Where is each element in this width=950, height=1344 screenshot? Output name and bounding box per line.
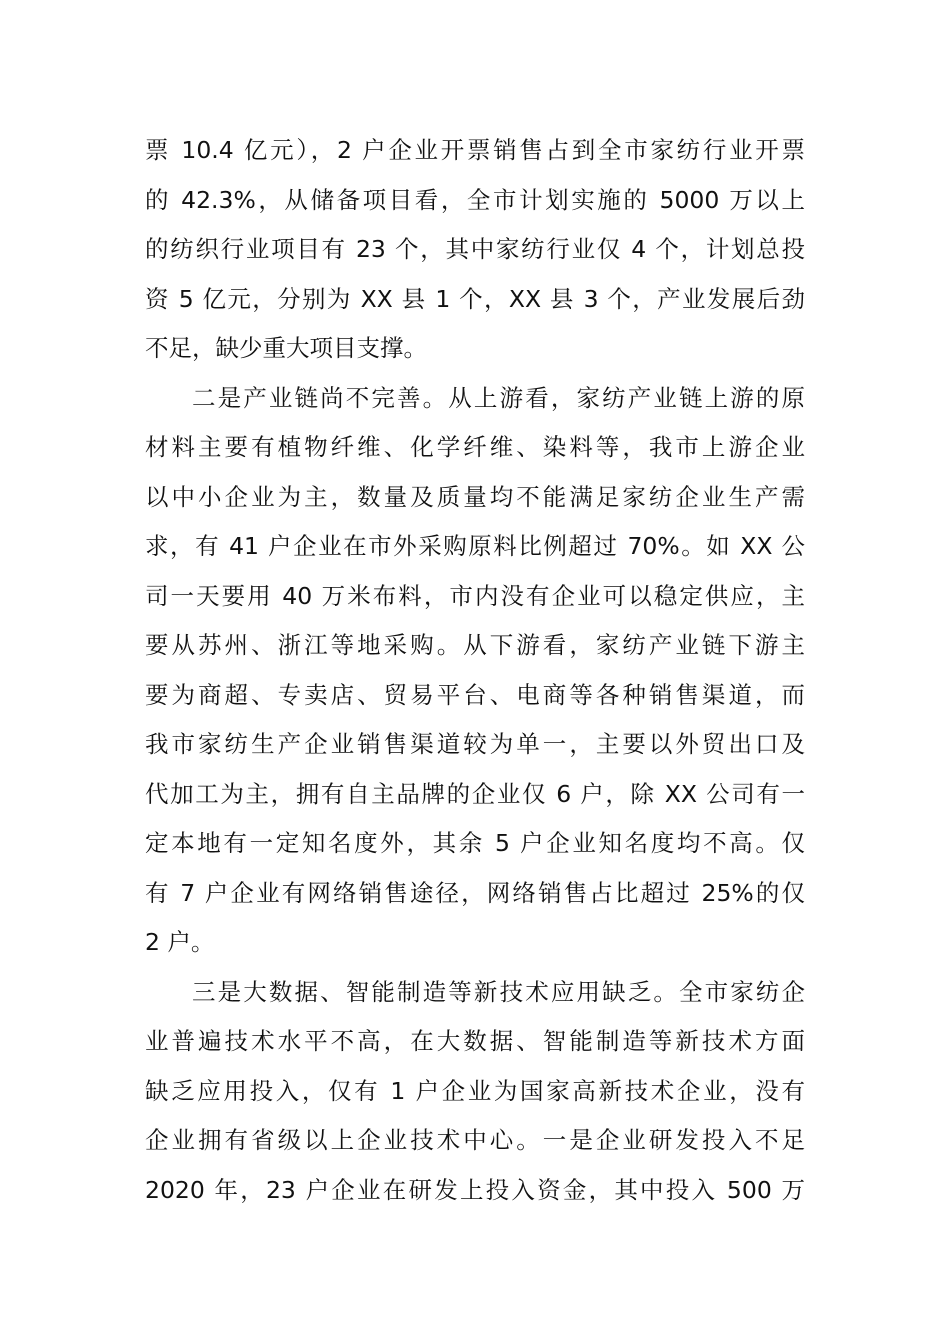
text-line: 2 户。 bbox=[145, 928, 215, 956]
text-line: 2020 年，23 户企业在研发上投入资金，其中投入 500 万 bbox=[145, 1175, 805, 1204]
paragraph-first-line: 三是大数据、智能制造等新技术应用缺乏。全市家纺企 bbox=[192, 977, 805, 1006]
text-line: 缺乏应用投入，仅有 1 户企业为国家高新技术企业，没有 bbox=[145, 1076, 805, 1105]
text-line: 材料主要有植物纤维、化学纤维、染料等，我市上游企业 bbox=[145, 433, 805, 461]
text-line: 以中小企业为主，数量及质量均不能满足家纺企业生产需 bbox=[145, 482, 805, 511]
body-text bbox=[145, 126, 805, 1215]
text-line: 业普遍技术水平不高，在大数据、智能制造等新技术方面 bbox=[145, 1027, 805, 1055]
text-line: 企业拥有省级以上企业技术中心。一是企业研发投入不足 bbox=[145, 1126, 805, 1154]
text-line: 的 42.3%，从储备项目看，全市计划实施的 5000 万以上 bbox=[145, 185, 805, 214]
text-line: 司一天要用 40 万米布料，市内没有企业可以稳定供应，主 bbox=[145, 581, 805, 610]
text-line: 求，有 41 户企业在市外采购原料比例超过 70%。如 XX 公 bbox=[145, 532, 805, 560]
text-line: 定本地有一定知名度外，其余 5 户企业知名度均不高。仅 bbox=[145, 829, 805, 857]
text-line: 要从苏州、浙江等地采购。从下游看，家纺产业链下游主 bbox=[145, 631, 805, 659]
text-line: 有 7 户企业有网络销售途径，网络销售占比超过 25%的仅 bbox=[145, 878, 805, 907]
text-line: 资 5 亿元，分别为 XX 县 1 个，XX 县 3 个，产业发展后劲 bbox=[145, 284, 805, 313]
text-line: 的纺织行业项目有 23 个，其中家纺行业仅 4 个，计划总投 bbox=[145, 235, 805, 263]
text-line: 不足，缺少重大项目支撑。 bbox=[145, 334, 427, 362]
text-line: 代加工为主，拥有自主品牌的企业仅 6 户，除 XX 公司有一 bbox=[145, 779, 805, 808]
text-line: 我市家纺生产企业销售渠道较为单一，主要以外贸出口及 bbox=[145, 730, 805, 758]
text-line: 要为商超、专卖店、贸易平台、电商等各种销售渠道，而 bbox=[145, 680, 805, 709]
paragraph-first-line: 二是产业链尚不完善。从上游看，家纺产业链上游的原 bbox=[192, 383, 805, 412]
text-line: 票 10.4 亿元），2 户企业开票销售占到全市家纺行业开票 bbox=[145, 136, 805, 164]
